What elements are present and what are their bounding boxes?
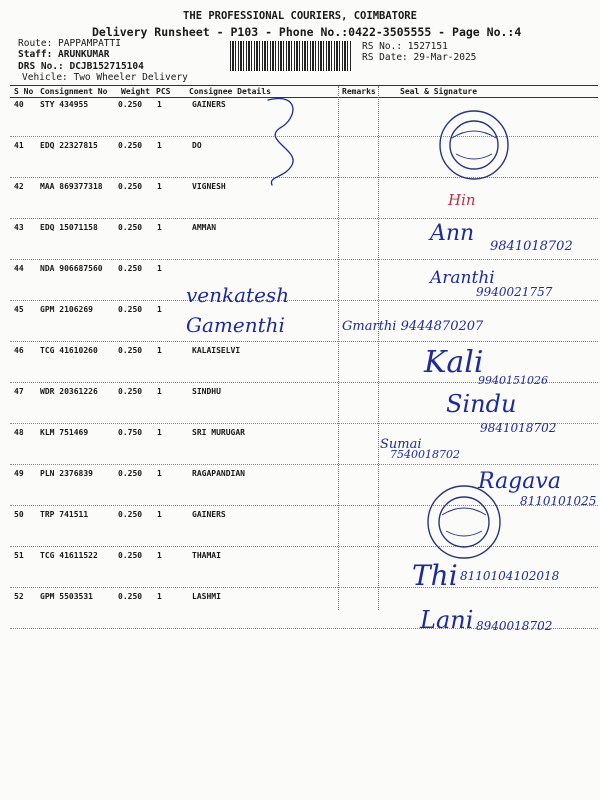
row-weight: 0.750 <box>118 428 143 437</box>
table-row <box>0 551 600 592</box>
row-divider <box>10 136 598 137</box>
table-row <box>0 346 600 387</box>
row-consignment-no: WDR 20361226 <box>40 387 98 396</box>
row-pcs: 1 <box>157 510 162 519</box>
row-weight: 0.250 <box>118 141 143 150</box>
row-sno: 43 <box>14 223 24 232</box>
barcode <box>230 41 352 71</box>
phone-row49: 8110101025 <box>520 494 597 508</box>
table-row <box>0 264 600 305</box>
row-weight: 0.250 <box>118 387 143 396</box>
sig-row42: Hin <box>448 191 476 209</box>
row-consignment-no: TRP 741511 <box>40 510 89 519</box>
row-consignee: RAGAPANDIAN <box>192 469 245 478</box>
row-consignee: SRI MURUGAR <box>192 428 245 437</box>
col-pcs: PCS <box>156 87 171 96</box>
col-seal-signature: Seal & Signature <box>400 87 478 96</box>
row-sno: 47 <box>14 387 24 396</box>
row-sno: 51 <box>14 551 24 560</box>
row-consignment-no: MAA 869377318 <box>40 182 103 191</box>
row-divider <box>10 423 598 424</box>
row-weight: 0.250 <box>118 551 143 560</box>
phone-row47: 9841018702 <box>480 421 557 435</box>
row-sno: 52 <box>14 592 24 601</box>
row-divider <box>10 546 598 547</box>
table-row <box>0 387 600 428</box>
table-row <box>0 510 600 551</box>
row-weight: 0.250 <box>118 223 143 232</box>
col-sno: S No <box>14 87 34 96</box>
row-weight: 0.250 <box>118 100 143 109</box>
phone-row52: 8940018702 <box>476 619 553 633</box>
row-weight: 0.250 <box>118 305 143 314</box>
row-divider <box>10 382 598 383</box>
rs-date: RS Date: 29-Mar-2025 <box>362 52 477 63</box>
col-consignment: Consignment No <box>40 87 108 96</box>
row-consignment-no: GPM 2106269 <box>40 305 93 314</box>
runsheet-title: Delivery Runsheet - P103 - Phone No.:0422-3505555 - Page No.:4 <box>92 25 522 39</box>
row-consignment-no: GPM 5503531 <box>40 592 93 601</box>
row-consignee: LASHMI <box>192 592 221 601</box>
row-divider <box>10 464 598 465</box>
row-pcs: 1 <box>157 182 162 191</box>
row-consignee: VIGNESH <box>192 182 226 191</box>
row-consignment-no: EDQ 22327815 <box>40 141 98 150</box>
phone-row43: 9841018702 <box>490 239 573 254</box>
row-sno: 45 <box>14 305 24 314</box>
company-name: THE PROFESSIONAL COURIERS, COIMBATORE <box>183 10 417 22</box>
row-weight: 0.250 <box>118 264 143 273</box>
row-divider <box>10 628 598 629</box>
row-weight: 0.250 <box>118 510 143 519</box>
table-row <box>0 223 600 264</box>
row-pcs: 1 <box>157 346 162 355</box>
table-row <box>0 428 600 469</box>
route-label: Route: PAPPAMPATTI <box>18 38 121 49</box>
table-row <box>0 305 600 346</box>
row-sno: 41 <box>14 141 24 150</box>
staff-label: Staff: ARUNKUMAR <box>18 49 110 60</box>
sig-row43: Ann <box>430 221 475 246</box>
phone-row48: 7540018702 <box>390 448 460 461</box>
row-consignee: SINDHU <box>192 387 221 396</box>
sig-row44: Aranthi <box>430 268 495 288</box>
col-remarks: Remarks <box>342 87 376 96</box>
table-row <box>0 469 600 510</box>
row-pcs: 1 <box>157 100 162 109</box>
row-pcs: 1 <box>157 428 162 437</box>
sig-row47: Sindu <box>446 390 517 418</box>
row-consignee: GAINERS <box>192 100 226 109</box>
row-divider <box>10 218 598 219</box>
table-row <box>0 592 600 633</box>
row-consignee: AMMAN <box>192 223 217 232</box>
row-weight: 0.250 <box>118 469 143 478</box>
row-consignment-no: NDA 906687560 <box>40 264 103 273</box>
sig-row51: Thi <box>412 559 458 592</box>
row-consignment-no: EDQ 15071158 <box>40 223 98 232</box>
row-sno: 49 <box>14 469 24 478</box>
row-sno: 48 <box>14 428 24 437</box>
row-weight: 0.250 <box>118 592 143 601</box>
row-pcs: 1 <box>157 592 162 601</box>
row-weight: 0.250 <box>118 182 143 191</box>
row-pcs: 1 <box>157 141 162 150</box>
row-weight: 0.250 <box>118 346 143 355</box>
phone-row46: 9940151026 <box>478 374 548 387</box>
row-consignee: GAINERS <box>192 510 226 519</box>
row-consignee: THAMAI <box>192 551 221 560</box>
sig-row52: Lani <box>420 606 474 634</box>
row-divider <box>10 300 598 301</box>
row-consignment-no: STY 434955 <box>40 100 89 109</box>
row-pcs: 1 <box>157 223 162 232</box>
table-header-rule <box>10 97 598 98</box>
row-pcs: 1 <box>157 469 162 478</box>
sig-row49: Ragava <box>478 469 561 494</box>
row-consignee: DO <box>192 141 202 150</box>
table-top-rule <box>10 85 598 86</box>
row-sno: 50 <box>14 510 24 519</box>
consignee-handwritten-row44: venkatesh <box>186 283 290 307</box>
table-row <box>0 182 600 223</box>
row-divider <box>10 259 598 260</box>
table-row <box>0 141 600 182</box>
row-pcs: 1 <box>157 551 162 560</box>
row-consignment-no: PLN 2376839 <box>40 469 93 478</box>
row-sno: 40 <box>14 100 24 109</box>
row-divider <box>10 587 598 588</box>
sig-row45: Gmarthi 9444870207 <box>342 319 484 334</box>
row-divider <box>10 505 598 506</box>
row-pcs: 1 <box>157 305 162 314</box>
row-consignment-no: KLM 751469 <box>40 428 89 437</box>
row-divider <box>10 177 598 178</box>
drs-label: DRS No.: DCJB152715104 <box>18 61 144 72</box>
vehicle-label: Vehicle: Two Wheeler Delivery <box>22 72 188 83</box>
sig-row46: Kali <box>424 345 484 380</box>
row-sno: 44 <box>14 264 24 273</box>
row-pcs: 1 <box>157 264 162 273</box>
consignee-handwritten-row45: Gamenthi <box>186 313 285 337</box>
phone-row44: 9940021757 <box>476 285 553 299</box>
phone-row51: 8110104102018 <box>460 569 560 583</box>
row-sno: 46 <box>14 346 24 355</box>
row-consignment-no: TCG 41610260 <box>40 346 98 355</box>
row-consignment-no: TCG 41611522 <box>40 551 98 560</box>
col-consignee: Consignee Details <box>189 87 271 96</box>
row-consignee: KALAISELVI <box>192 346 241 355</box>
row-divider <box>10 341 598 342</box>
rs-number: RS No.: 1527151 <box>362 41 448 52</box>
sig-row48: Sumai <box>380 437 422 452</box>
table-row <box>0 100 600 141</box>
row-sno: 42 <box>14 182 24 191</box>
row-pcs: 1 <box>157 387 162 396</box>
col-weight: Weight <box>121 87 150 96</box>
